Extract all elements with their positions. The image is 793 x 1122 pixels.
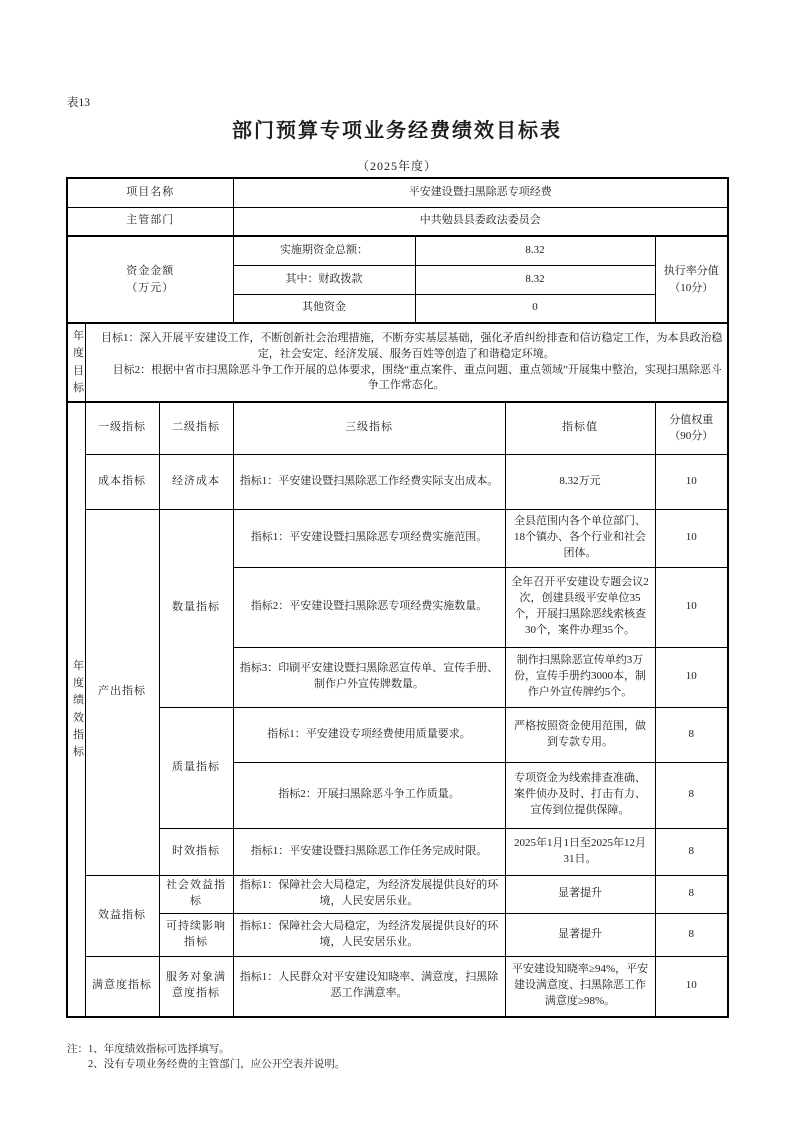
annual-goals-label: 年度目标 — [73, 330, 84, 394]
weight-cost-cell: 10 — [655, 454, 728, 509]
weight-satisfaction-cell: 10 — [655, 956, 728, 1017]
annual-goal-2: 目标2：根据中省市扫黑除恶斗争工作开展的总体要求，围绕“重点案件、重点问题、重点领域”开展集中整治，实现扫黑除恶斗争工作常态化。 — [112, 363, 722, 392]
header-weight-line1: 分值权重 — [669, 413, 714, 426]
footnote-2: 2、没有专项业务经费的主管部门，应公开空表并说明。 — [88, 1059, 346, 1071]
level1-cost-cell: 成本指标 — [85, 454, 159, 509]
funding-other-value-cell: 0 — [415, 294, 655, 323]
funding-total-value-cell: 8.32 — [415, 236, 655, 265]
row-department — [67, 207, 728, 236]
annual-goals-label-cell — [67, 323, 85, 402]
funding-fiscal-value-cell: 8.32 — [415, 265, 655, 294]
weight-quality2-cell: 8 — [655, 762, 728, 828]
row-satisfaction — [67, 956, 728, 1017]
footnote-lines — [88, 1042, 345, 1072]
row-quality-1 — [67, 707, 728, 762]
weight-timeliness-cell: 8 — [655, 828, 728, 875]
annual-performance-label: 年度绩效指标 — [73, 660, 84, 758]
row-project-name — [67, 178, 728, 207]
row-funding-total — [67, 236, 728, 265]
row-timeliness — [67, 828, 728, 875]
project-name-value-cell: 平安建设暨扫黑除恶专项经费 — [233, 178, 728, 207]
row-social-benefit — [67, 875, 728, 913]
weight-social-benefit-cell: 8 — [655, 875, 728, 913]
funding-total-label-cell: 实施期资金总额： — [233, 236, 415, 265]
row-indicator-headers — [67, 402, 728, 454]
funding-fiscal-label-cell: 其中：财政拨款 — [233, 265, 415, 294]
performance-target-table — [66, 177, 729, 1018]
weight-quantity-cell: 10 — [655, 567, 728, 647]
level1-satisfaction-cell: 满意度指标 — [85, 956, 159, 1017]
execution-rate-cell — [655, 236, 728, 323]
value-satisfaction-cell: 平安建设知晓率≥94%，平安建设满意度、扫黑除恶工作满意度≥98%。 — [505, 956, 655, 1017]
header-value-cell: 指标值 — [505, 402, 655, 454]
level3-cost-cell: 指标1：平安建设暨扫黑除恶工作经费实际支出成本。 — [233, 454, 505, 509]
level3-print-cell: 指标3：印刷平安建设暨扫黑除恶宣传单、宣传手册、制作户外宣传牌数量。 — [233, 647, 505, 707]
value-scope-cell: 全县范围内各个单位部门、18个镇办、各个行业和社会团体。 — [505, 509, 655, 567]
page-subtitle: （2025年度） — [356, 159, 437, 173]
level3-scope-cell: 指标1：平安建设暨扫黑除恶专项经费实施范围。 — [233, 509, 505, 567]
level2-social-benefit-cell: 社会效益指标 — [159, 875, 233, 913]
footnotes — [67, 1042, 345, 1072]
row-sustainable-impact — [67, 913, 728, 956]
value-quality1-cell: 严格按照资金使用范围，做到专款专用。 — [505, 707, 655, 762]
weight-print-cell: 10 — [655, 647, 728, 707]
value-quality2-cell: 专项资金为线索排查准确、案件侦办及时、打击有力、宣传到位提供保障。 — [505, 762, 655, 828]
value-timeliness-cell: 2025年1月1日至2025年12月31日。 — [505, 828, 655, 875]
department-value-cell: 中共勉县县委政法委员会 — [233, 207, 728, 236]
funding-amount-label-line1: 资金金额 — [126, 265, 175, 277]
level2-service-satisfaction-cell: 服务对象满意度指标 — [159, 956, 233, 1017]
header-weight-line2: （90分） — [669, 430, 714, 443]
level2-economic-cost-cell: 经济成本 — [159, 454, 233, 509]
level2-timeliness-cell: 时效指标 — [159, 828, 233, 875]
level3-social-benefit-cell: 指标1：保障社会大局稳定，为经济发展提供良好的环境，人民安居乐业。 — [233, 875, 505, 913]
level3-sustainable-cell: 指标1：保障社会大局稳定，为经济发展提供良好的环境，人民安居乐业。 — [233, 913, 505, 956]
weight-quality1-cell: 8 — [655, 707, 728, 762]
page-title: 部门预算专项业务经费绩效目标表 — [232, 120, 562, 142]
annual-goal-1: 目标1：深入开展平安建设工作，不断创新社会治理措施，不断夯实基层基础，强化矛盾纠纷排查和信访稳定工作，为本县政治稳定，社会安定、经济发展、服务百姓等创造了和谐稳定环境。 — [101, 331, 723, 360]
level3-satisfaction-cell: 指标1：人民群众对平安建设知晓率、满意度，扫黑除恶工作满意率。 — [233, 956, 505, 1017]
execution-rate-line2: （10分） — [669, 281, 714, 294]
level2-quality-cell: 质量指标 — [159, 707, 233, 828]
level3-quality1-cell: 指标1：平安建设专项经费使用质量要求。 — [233, 707, 505, 762]
footnote-1: 1、年度绩效指标可选择填写。 — [88, 1044, 230, 1055]
project-name-label-cell: 项目名称 — [67, 178, 233, 207]
funding-amount-label-cell — [67, 236, 233, 323]
level1-output-cell: 产出指标 — [85, 509, 159, 875]
annual-performance-label-cell — [67, 402, 85, 1017]
header-level1-cell: 一级指标 — [85, 402, 159, 454]
weight-sustainable-cell: 8 — [655, 913, 728, 956]
annual-goals-text-cell — [85, 323, 728, 402]
value-social-benefit-cell: 显著提升 — [505, 875, 655, 913]
value-print-cell: 制作扫黑除恶宣传单约3万份，宣传手册约3000本，制作户外宣传牌约5个。 — [505, 647, 655, 707]
level3-timeliness-cell: 指标1：平安建设暨扫黑除恶工作任务完成时限。 — [233, 828, 505, 875]
level2-sustainable-cell: 可持续影响指标 — [159, 913, 233, 956]
header-weight-cell — [655, 402, 728, 454]
value-cost-cell: 8.32万元 — [505, 454, 655, 509]
department-label-cell: 主管部门 — [67, 207, 233, 236]
level3-quantity-cell: 指标2：平安建设暨扫黑除恶专项经费实施数量。 — [233, 567, 505, 647]
funding-amount-label-line2: （万元） — [126, 281, 175, 294]
header-level2-cell: 二级指标 — [159, 402, 233, 454]
execution-rate-line1: 执行率分值 — [663, 265, 719, 277]
value-sustainable-cell: 显著提升 — [505, 913, 655, 956]
level3-quality2-cell: 指标2：开展扫黑除恶斗争工作质量。 — [233, 762, 505, 828]
value-quantity-cell: 全年召开平安建设专题会议2次，创建县级平安单位35个，开展扫黑除恶线索核查30个，案件办理35个。 — [505, 567, 655, 647]
table-number-label: 表13 — [67, 97, 90, 109]
weight-scope-cell: 10 — [655, 509, 728, 567]
funding-other-label-cell: 其他资金 — [233, 294, 415, 323]
row-output-scope — [67, 509, 728, 567]
header-level3-cell: 三级指标 — [233, 402, 505, 454]
level2-quantity-cell: 数量指标 — [159, 509, 233, 707]
row-cost-indicator — [67, 454, 728, 509]
row-annual-goals — [67, 323, 728, 402]
footnote-prefix: 注： — [67, 1044, 88, 1055]
level1-benefit-cell: 效益指标 — [85, 875, 159, 956]
